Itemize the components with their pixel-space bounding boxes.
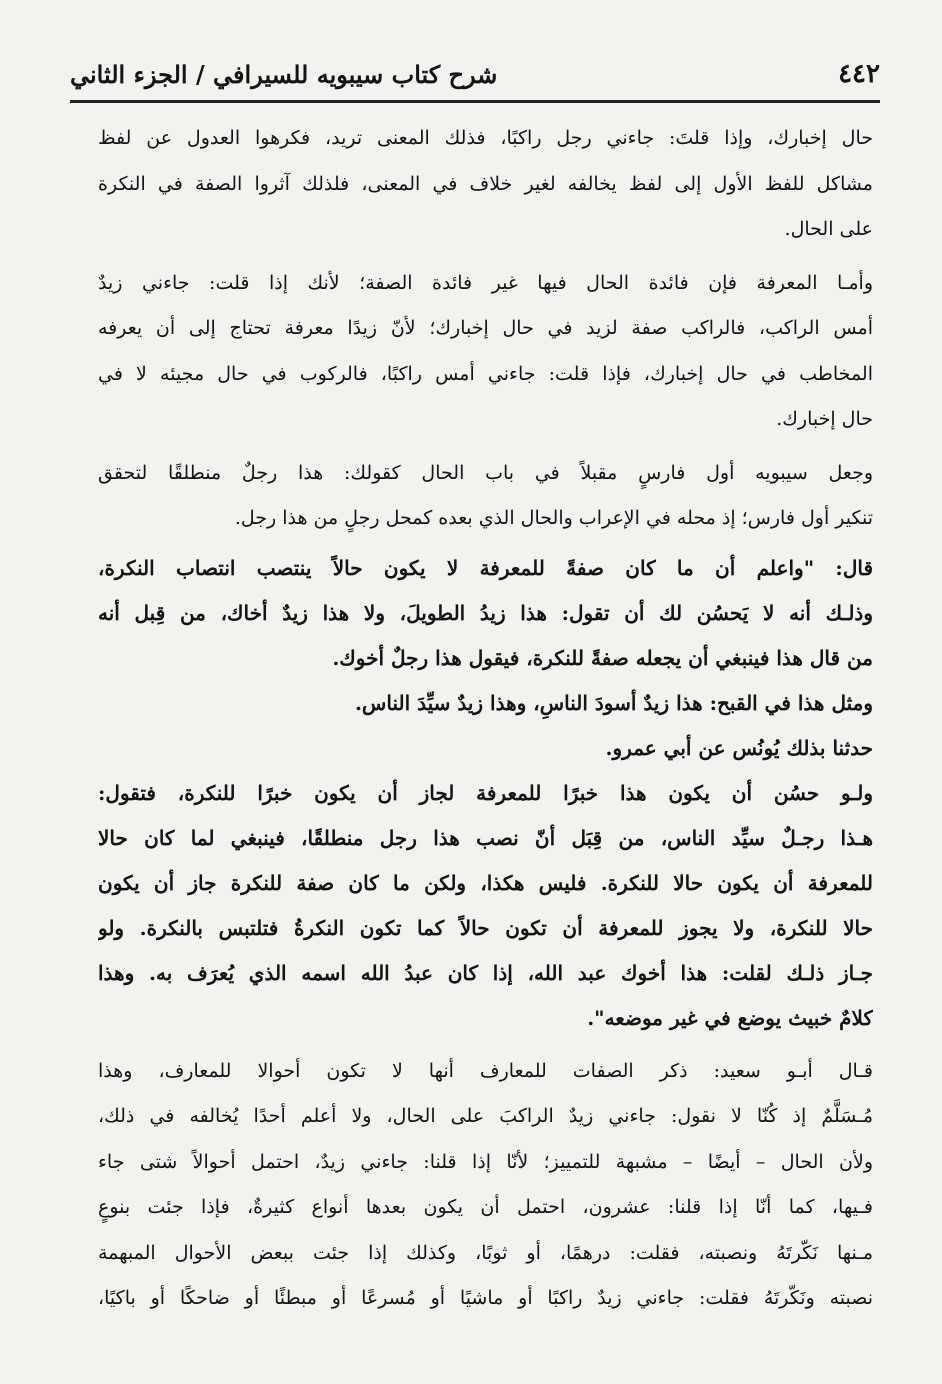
text-line: قـال أبـو سعيد: ذكر الصفات للمعارف أنها لا تكون أحوالا للمعارف، وهذا: [98, 1059, 873, 1082]
text-line: حال إخبارك.: [776, 408, 873, 430]
page-number: ٤٤٢: [838, 59, 880, 89]
text-line: ولـو حسُن أن يكون هذا خبرًا للمعرفة لجاز أن يكون خبرًا للنكرة، فتقول:: [98, 780, 873, 805]
text-line: على الحال.: [784, 218, 873, 240]
running-title: شرح كتاب سيبويه للسيرافي / الجزء الثاني: [70, 59, 498, 89]
text-line: مـنها نَكّرتَهُ ونصبته، فقلت: درهمًا، أو ثوبًا، وكذلك إذا جئت ببعض الأحوال المبهمة: [98, 1241, 873, 1264]
quoted-paragraph: [98, 681, 873, 726]
text-line: جـاز ذلـك لقلت: هذا أخوك عبد الله، إذا كان عبدُ الله اسمه الذي يُعرَف به. وهذا: [98, 960, 873, 985]
paragraph: [98, 451, 873, 542]
text-line: مُـسَلَّمٌ إذ كُنّا لا نقول: جاءني زيدٌ الراكبَ على الحال، ولا أعلم أحدًا يُخالفه في ذلك،: [98, 1105, 873, 1127]
paragraph: [98, 116, 873, 253]
text-line: حدثنا بذلك يُونُس عن أبي عمرو.: [605, 735, 873, 760]
text-line: حال إخبارك، وإذا قلتَ: جاءني رجل راكبًا، فذلك المعنى تريد، فكرهوا العدول عن لفظ: [98, 127, 873, 149]
text-line: فـيها، كما أنّا إذا قلنا: عشرون، احتمل أن يكون بعدها أنواع كثيرةٌ، فإذا جئت بنوعٍ: [98, 1196, 873, 1218]
text-line: تنكير أول فارس؛ إذ محله في الإعراب والحال الذي بعده كمحل رجلٍ من هذا رجل.: [234, 507, 873, 529]
quoted-paragraph: [98, 771, 873, 1041]
text-line: هـذا رجـلٌ سيِّد الناس، من قِبَل أنّ نصب هذا رجل منطلقًا، فينبغي لما كان حالا: [98, 825, 873, 850]
text-line: أمس الراكب، فالراكب صفة لزيد في حال إخبارك؛ لأنّ زيدًا معرفة تحتاج إلى أن يعرفه: [98, 317, 873, 339]
text-line: وذلـك أنه لا يَحسُن لك أن تقول: هذا زيدُ الطويلَ، ولا هذا زيدٌ أخاك، من قِبل أنه: [98, 600, 873, 625]
text-line: ولأن الحال – أيضًا – مشبهة للتمييز؛ لأنّا إذا قلنا: جاءني زيدٌ، احتمل أحوالاً شتى جاء: [98, 1150, 873, 1173]
text-line: كلامٌ خبيث يوضع في غير موضعه".: [587, 1005, 873, 1030]
quoted-paragraph: [98, 546, 873, 681]
quoted-paragraph: [98, 726, 873, 771]
text-line: ومثل هذا في القبح: هذا زيدٌ أسودَ الناسِ، وهذا زيدٌ سيِّدَ الناس.: [354, 690, 873, 715]
page-body: [98, 116, 873, 1322]
text-line: وأمـا المعرفة فإن فائدة الحال فيها غير فائدة الصفة؛ لأنك إذا قلت: جاءني زيدٌ: [98, 271, 873, 294]
text-line: نصبته ونَكّرتَهُ فقلت: جاءني زيدٌ راكبًا أو ماشيًا أو مُسرعًا أو مبطئًا أو ضاحكًا أو باكيًا،: [98, 1287, 873, 1309]
text-line: قال: "واعلم أن ما كان صفةً للمعرفة لا يكون حالاً ينتصب انتصاب النكرة،: [98, 555, 873, 580]
page-header: [70, 48, 880, 103]
text-line: حالا للنكرة، ولا يجوز للمعرفة أن تكون حالاً كما تكون النكرةُ فتلتبس بالنكرة. ولو: [98, 915, 873, 940]
paragraph: [98, 1049, 873, 1322]
text-line: مشاكل للفظ الأول إلى لفظ يخالفه لغير خلاف في المعنى، فلذلك آثروا الصفة في النكرة: [98, 172, 873, 195]
text-line: المخاطب في حال إخبارك، فإذا قلت: جاءني أمس راكبًا، فالركوب في حال مجيئه لا في: [98, 362, 873, 385]
text-line: من قال هذا فينبغي أن يجعله صفةً للنكرة، فيقول هذا رجلٌ أخوك.: [332, 645, 873, 670]
text-line: وجعل سيبويه أول فارسٍ مقبلاً في باب الحال كقولك: هذا رجلٌ منطلقًا لتحقق: [98, 461, 873, 484]
text-line: للمعرفة أن يكون حالا للنكرة. فليس هكذا، ولكن ما كان صفة للنكرة جاز أن يكون: [98, 870, 873, 895]
paragraph: [98, 261, 873, 443]
